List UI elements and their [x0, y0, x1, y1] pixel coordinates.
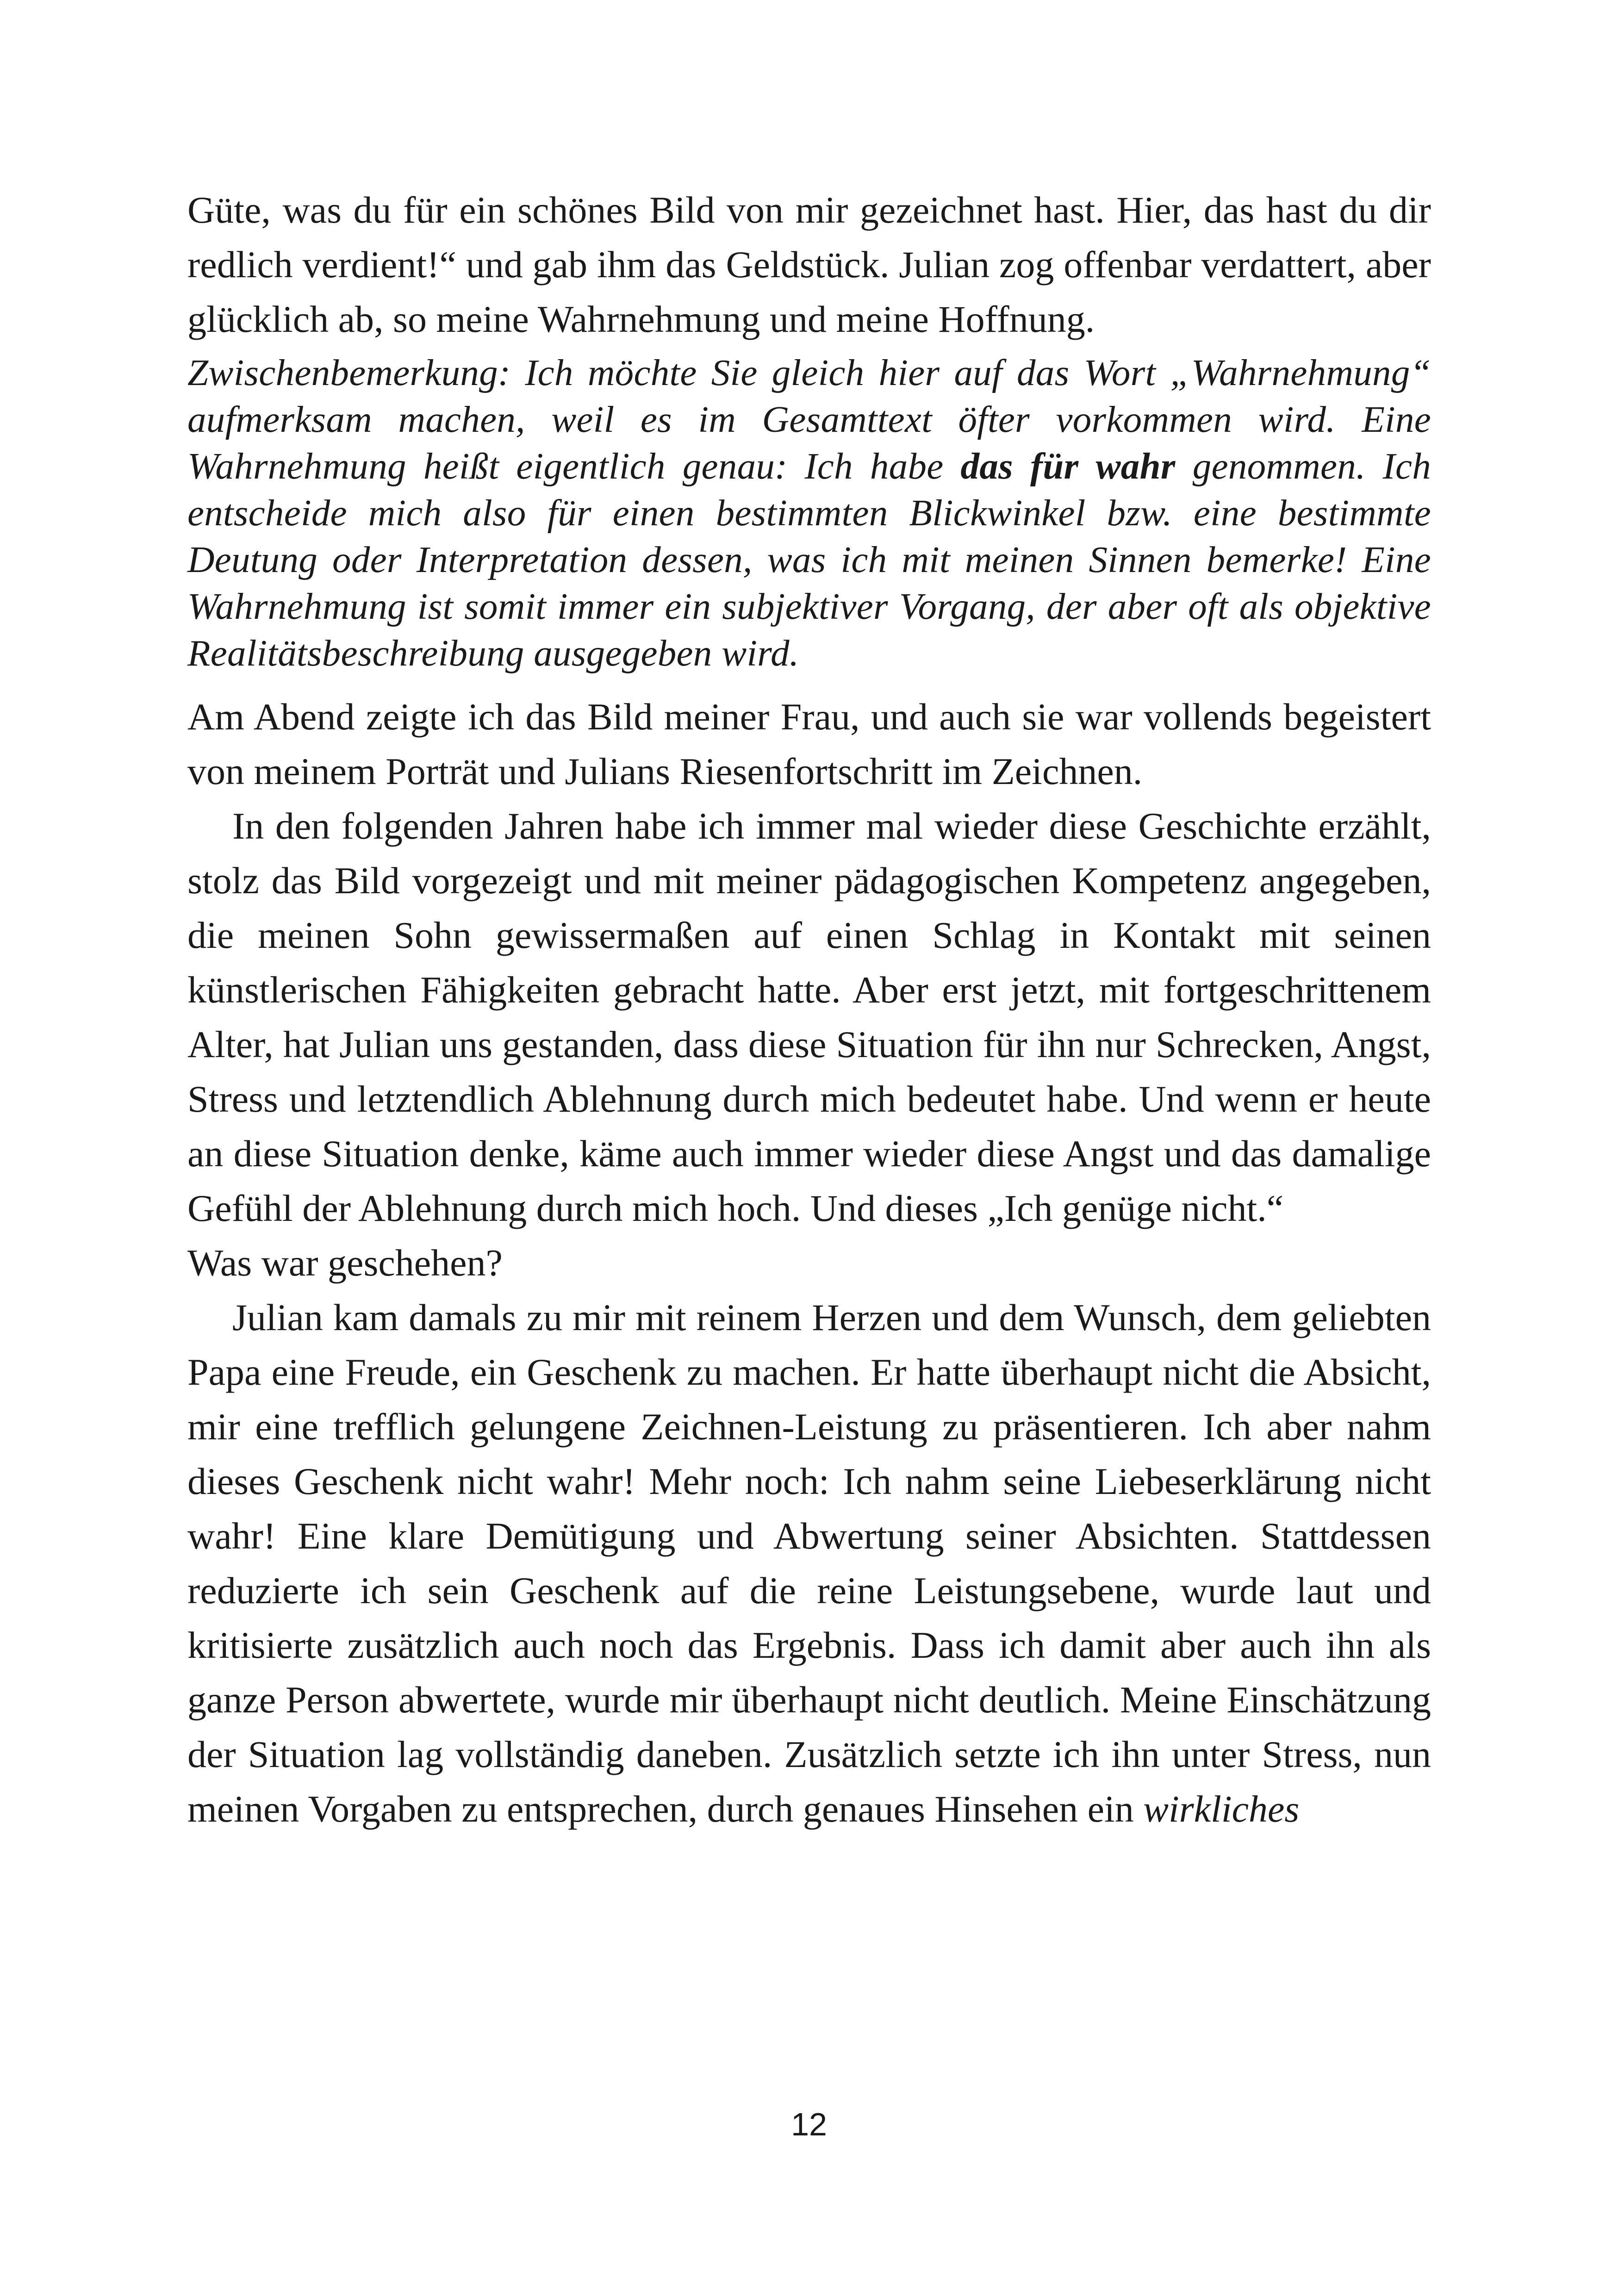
- page-number: 12: [791, 2106, 827, 2142]
- note-emphasis: das für wahr: [960, 445, 1176, 487]
- note-text-end: genommen. Ich entscheide mich also für einen bestimmten Blickwinkel bzw. eine bestimmte Deutung oder Interpretation dessen, was ich mit meinen Sinnen bemerke! Eine Wahrnehmung ist somit immer ein subjektiver Vorgang, der aber oft als objektive Realitätsbeschreibung ausgegeben wird.: [187, 445, 1431, 674]
- question-line: Was war geschehen?: [187, 1242, 503, 1284]
- paragraph-following-years: In den folgenden Jahren habe ich immer mal wieder diese Geschichte erzählt, stolz das Bild vorgezeigt und mit meiner pädagogischen Kompetenz angegeben, die meinen Sohn gewissermaßen auf einen Schlag in Kontakt mit seinen künstlerischen Fähigkeiten gebracht hatte. Aber erst jetzt, mit fortgeschrittenem Alter, hat Julian uns gestanden, dass diese Situation für ihn nur Schrecken, Angst, Stress und letztendlich Ablehnung durch mich bedeutet habe. Und wenn er heute an diese Situation denke, käme auch immer wieder diese Angst und das damalige Gefühl der Ablehnung durch mich hoch. Und dieses „Ich genüge nicht.“: [187, 805, 1431, 1229]
- note-text-start: Zwischenbemerkung: Ich möchte Sie gleich hier auf das Wort „Wahrnehmung“ aufmerksam machen, weil es im Gesamttext öfter vorkommen wird. Eine Wahrnehmung heißt eigentlich genau: Ich habe: [187, 352, 1431, 487]
- paragraph-continued: Güte, was du für ein schönes Bild von mir gezeichnet hast. Hier, das hast du dir redlich verdient!“ und gab ihm das Geldstück. Julian zog offenbar verdattert, aber glücklich ab, so meine Wahrnehmung und meine Hoffnung.: [187, 189, 1431, 340]
- explanation-italic-word: wirkliches: [1143, 1788, 1300, 1830]
- interim-note: [187, 349, 1431, 677]
- paragraph-evening: Am Abend zeigte ich das Bild meiner Frau, und auch sie war vollends begeistert von meinem Porträt und Julians Riesenfortschritt im Zeichnen.: [187, 696, 1431, 792]
- body-text: [187, 183, 1431, 1836]
- paragraph-explanation: [187, 1290, 1431, 1836]
- explanation-text: Julian kam damals zu mir mit reinem Herzen und dem Wunsch, dem geliebten Papa eine Freude, ein Geschenk zu machen. Er hatte überhaupt nicht die Absicht, mir eine trefflich gelungene Zeichnen-Leistung zu präsentieren. Ich aber nahm dieses Geschenk nicht wahr! Mehr noch: Ich nahm seine Liebeserklärung nicht wahr! Eine klare Demütigung und Abwertung seiner Absichten. Stattdessen reduzierte ich sein Geschenk auf die reine Leistungsebene, wurde laut und kritisierte zusätzlich auch noch das Ergebnis. Dass ich damit aber auch ihn als ganze Person abwertete, wurde mir überhaupt nicht deutlich. Meine Einschätzung der Situation lag vollständig daneben. Zusätzlich setzte ich ihn unter Stress, nun meinen Vorgaben zu entsprechen, durch genaues Hinsehen ein: [187, 1296, 1431, 1830]
